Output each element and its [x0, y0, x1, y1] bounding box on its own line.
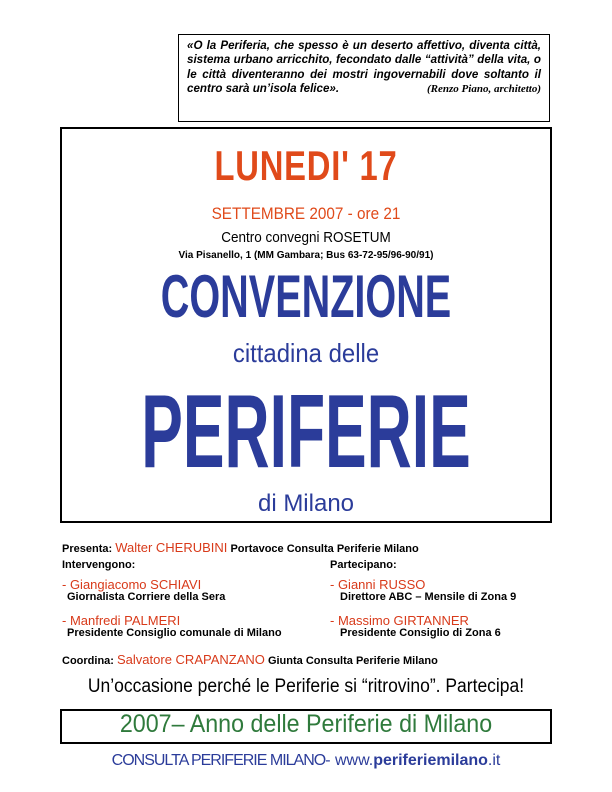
coordina-name: Salvatore CRAPANZANO — [117, 652, 265, 667]
year-banner: 2007– Anno delle Periferie di Milano — [119, 710, 493, 738]
quote-author: (Renzo Piano, architetto) — [427, 83, 541, 96]
coordina-label: Coordina: — [62, 655, 114, 667]
event-title-cittadina: cittadina delle — [232, 338, 380, 368]
speaker-role: Giornalista Corriere della Sera — [67, 591, 226, 603]
event-venue: Centro convegni ROSETUM — [221, 229, 391, 246]
speaker-item — [62, 578, 225, 604]
participant-role: Presidente Consiglio di Zona 6 — [340, 627, 501, 639]
participant-item — [330, 578, 516, 604]
tagline: Un’occasione perché le Periferie si “ritrovino”. Partecipa! — [87, 676, 525, 697]
event-date-time: SETTEMBRE 2007 - ore 21 — [211, 204, 401, 223]
participant-role: Direttore ABC – Mensile di Zona 9 — [340, 591, 517, 603]
event-title-periferie: PERIFERIE — [141, 374, 471, 490]
event-title-milano: di Milano — [257, 490, 355, 517]
coordina-line — [62, 653, 438, 668]
intervengono-label: Intervengono: — [62, 559, 136, 571]
speaker-item — [62, 614, 282, 640]
event-title-convenzione: CONVENZIONE — [160, 263, 452, 330]
speaker-role: Presidente Consiglio comunale di Milano — [67, 627, 282, 639]
footer-sep: - www. — [325, 752, 374, 769]
participant-name: - Gianni RUSSO — [330, 577, 426, 592]
presenta-name: Walter CHERUBINI — [115, 540, 228, 555]
event-day: LUNEDI' 17 — [214, 142, 398, 189]
coordina-role: Giunta Consulta Periferie Milano — [267, 655, 438, 667]
presenta-role: Portavoce Consulta Periferie Milano — [230, 543, 419, 555]
participant-item — [330, 614, 501, 640]
footer-site-main[interactable]: periferiemilano — [373, 752, 488, 769]
speaker-name: - Giangiacomo SCHIAVI — [62, 577, 202, 592]
presenta-line — [62, 541, 419, 556]
speaker-name: - Manfredi PALMERI — [62, 613, 181, 628]
quote-box — [178, 34, 550, 122]
footer-org: CONSULTA PERIFERIE MILANO — [111, 752, 326, 769]
event-address: Via Pisanello, 1 (MM Gambara; Bus 63-72-95/96-90/91) — [178, 250, 434, 261]
footer-site-tld[interactable]: .it — [487, 752, 501, 769]
partecipano-label: Partecipano: — [330, 559, 397, 571]
presenta-label: Presenta: — [62, 543, 113, 555]
participant-name: - Massimo GIRTANNER — [330, 613, 469, 628]
footer — [0, 752, 612, 770]
quote-text: «O la Periferia, che spesso è un deserto affettivo, diventa città, sistema urbano arricchito, fecondato dalle “attività” della vita, o le città diventeranno dei mostri ingovernabili dove soltanto il centro sarà un’isola felice». — [187, 39, 541, 96]
